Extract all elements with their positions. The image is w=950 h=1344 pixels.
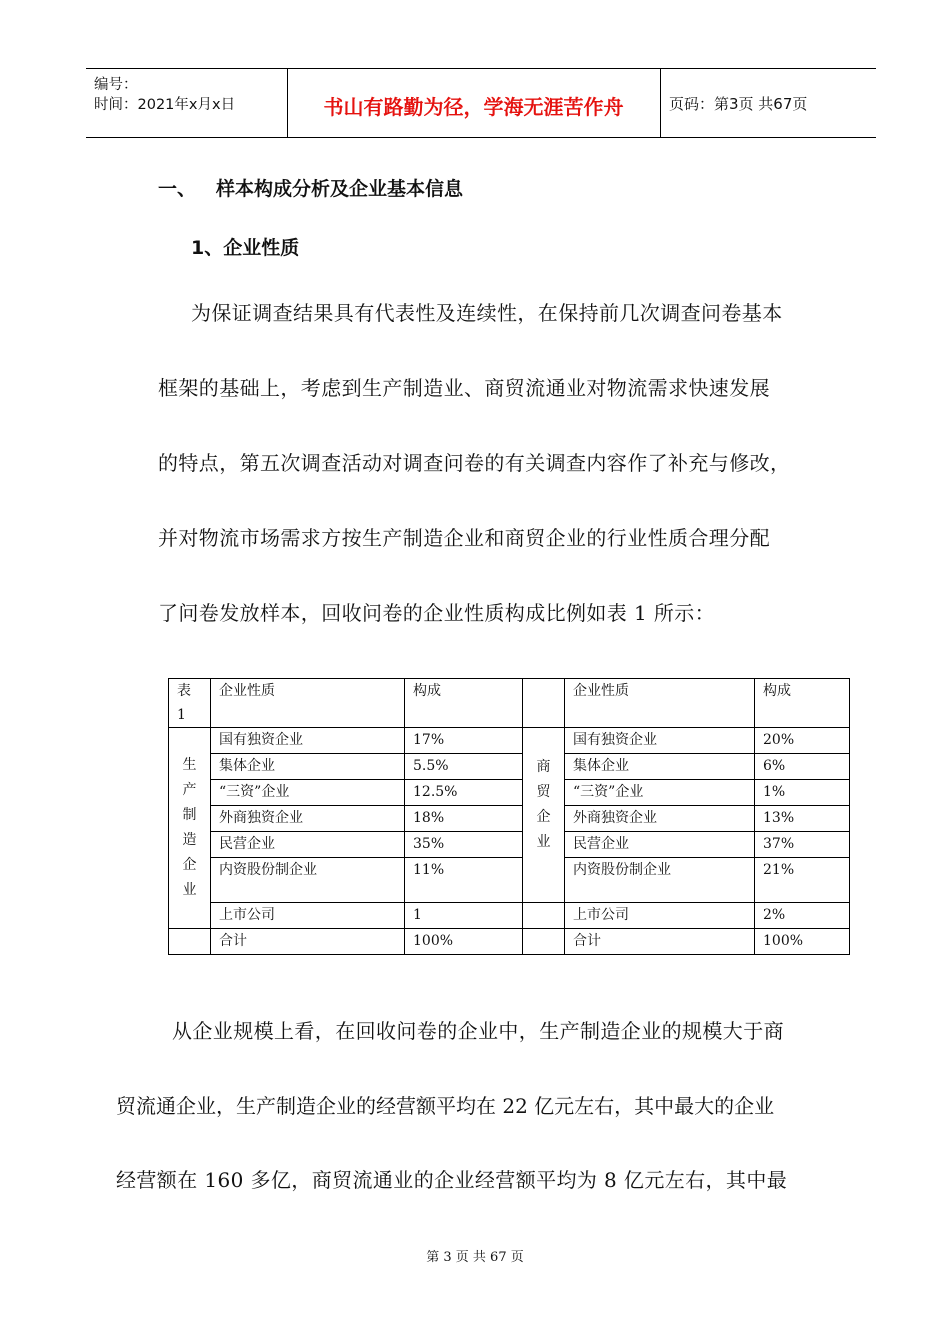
table-cell: 100% [405, 929, 523, 955]
table-cell: 民营企业 [211, 832, 405, 858]
page-label: 页码：第3页 共67页 [669, 95, 808, 113]
table-cell: 20% [755, 728, 850, 754]
table-row [169, 728, 850, 754]
column-header: 企业性质 [211, 679, 405, 728]
table-cell: 国有独资企业 [565, 728, 755, 754]
table-row [169, 832, 850, 858]
table-caption: 表 1 [169, 679, 211, 728]
table-cell: 35% [405, 832, 523, 858]
table-cell: 内资股份制企业 [565, 858, 755, 903]
table-cell: 合计 [211, 929, 405, 955]
table-row [169, 903, 850, 929]
table-cell: 集体企业 [565, 754, 755, 780]
table-cell: 11% [405, 858, 523, 903]
table-row [169, 929, 850, 955]
table-cell: 12.5% [405, 780, 523, 806]
header-meta-cell [86, 69, 288, 137]
column-header: 构成 [405, 679, 523, 728]
time-label: 时间：2021年x月x日 [94, 97, 236, 113]
table-cell: 外商独资企业 [211, 806, 405, 832]
table-cell: 外商独资企业 [565, 806, 755, 832]
paragraph-line: 了问卷发放样本，回收问卷的企业性质构成比例如表 1 所示： [158, 601, 716, 625]
table-cell: 1% [755, 780, 850, 806]
table-cell: 内资股份制企业 [211, 858, 405, 903]
table-cell: 民营企业 [565, 832, 755, 858]
table-cell: 18% [405, 806, 523, 832]
table-row [169, 858, 850, 903]
page-header [86, 68, 876, 138]
table-cell: 6% [755, 754, 850, 780]
section-title: 样本构成分析及企业基本信息 [216, 178, 464, 200]
table-cell: 上市公司 [565, 903, 755, 929]
column-header: 企业性质 [565, 679, 755, 728]
paragraph-line: 的特点，第五次调查活动对调查问卷的有关调查内容作了补充与修改， [158, 451, 791, 475]
table-cell: 集体企业 [211, 754, 405, 780]
table-header-row [169, 679, 850, 728]
motto-text: 书山有路勤为径，学海无涯苦作舟 [323, 95, 624, 119]
paragraph-line: 贸流通企业，生产制造企业的经营额平均在 22 亿元左右，其中最大的企业 [116, 1094, 775, 1118]
table-cell: “三资”企业 [565, 780, 755, 806]
paragraph-line: 从企业规模上看，在回收问卷的企业中，生产制造企业的规模大于商 [172, 1019, 784, 1043]
number-label: 编号： [94, 77, 138, 93]
table-cell: 上市公司 [211, 903, 405, 929]
section-number: 一、 [158, 178, 197, 200]
table-cell: 17% [405, 728, 523, 754]
group-cell [523, 679, 565, 728]
paragraph-line: 经营额在 160 多亿，商贸流通业的企业经营额平均为 8 亿元左右，其中最 [116, 1168, 788, 1192]
subsection-heading: 1、企业性质 [191, 237, 300, 259]
table-cell: 13% [755, 806, 850, 832]
table-row [169, 780, 850, 806]
section-heading [158, 174, 463, 201]
header-motto-cell [287, 69, 661, 137]
header-page-cell [661, 69, 876, 137]
paragraph-line: 为保证调查结果具有代表性及连续性，在保持前几次调查问卷基本 [191, 301, 783, 325]
table-cell: 21% [755, 858, 850, 903]
table-cell: 37% [755, 832, 850, 858]
table-cell: 1 [405, 903, 523, 929]
table-cell: “三资”企业 [211, 780, 405, 806]
table-cell: 2% [755, 903, 850, 929]
table-row [169, 754, 850, 780]
table-cell: 合计 [565, 929, 755, 955]
group-cell [523, 929, 565, 955]
group-cell [523, 903, 565, 929]
table-row [169, 806, 850, 832]
enterprise-nature-table [168, 678, 850, 955]
manufacturing-group-label: 生 产 制 造 企 业 [169, 728, 211, 929]
table-cell: 100% [755, 929, 850, 955]
table-cell: 国有独资企业 [211, 728, 405, 754]
paragraph-line: 框架的基础上，考虑到生产制造业、商贸流通业对物流需求快速发展 [158, 376, 770, 400]
group-cell [169, 929, 211, 955]
paragraph-line: 并对物流市场需求方按生产制造企业和商贸企业的行业性质合理分配 [158, 526, 770, 550]
column-header: 构成 [755, 679, 850, 728]
table-cell: 5.5% [405, 754, 523, 780]
page-footer: 第 3 页 共 67 页 [426, 1250, 524, 1265]
commerce-group-label: 商 贸 企 业 [523, 728, 565, 903]
